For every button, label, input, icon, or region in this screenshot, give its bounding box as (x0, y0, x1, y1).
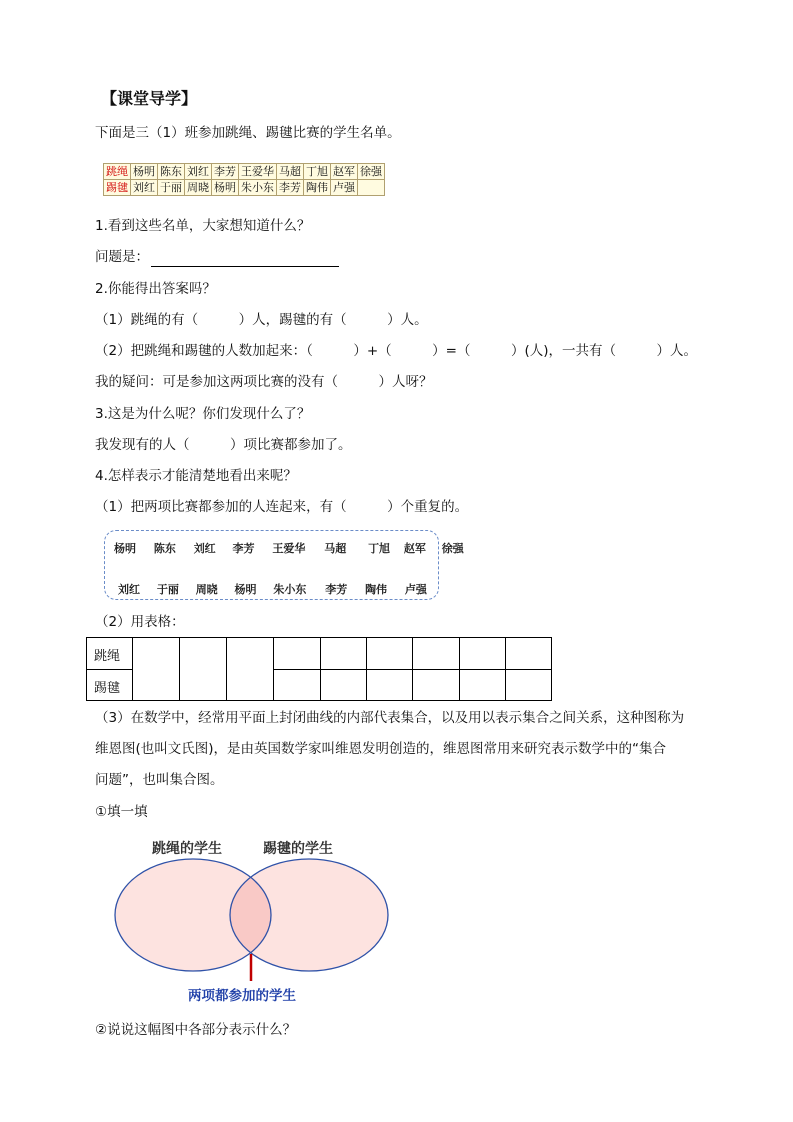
name-item[interactable]: 周晓 (195, 583, 218, 596)
question-2-2: （2）把跳绳和踢毽的人数加起来：（ ）+（ ）=（ ）(人)，一共有（ ）人。 (95, 343, 697, 359)
name-item[interactable]: 杨明 (234, 583, 257, 596)
table-cell: 李芳 (277, 180, 304, 196)
paragraph-line-1: （3）在数学中，经常用平面上封闭曲线的内部代表集合，以及用以表示集合之间关系，这种图称为 (95, 710, 685, 726)
name-item[interactable]: 杨明 (114, 542, 136, 555)
name-item[interactable]: 徐强 (441, 542, 464, 555)
table-row-shuttle (104, 180, 385, 196)
name-item[interactable]: 李芳 (325, 583, 348, 596)
shuttle-label: 踢毽 (104, 180, 131, 196)
intro-text: 下面是三（1）班参加跳绳、踢毽比赛的学生名单。 (95, 125, 401, 141)
name-item[interactable]: 刘红 (118, 583, 140, 596)
venn-diagram (100, 830, 400, 1010)
table-cell: 陈东 (158, 164, 185, 180)
table-cell: 陶伟 (304, 180, 331, 196)
table-cell: 于丽 (158, 180, 185, 196)
grid-line (179, 637, 180, 701)
answer-blank-line[interactable] (151, 252, 339, 267)
table-cell: 王爱华 (239, 164, 277, 180)
table-cell: 刘红 (131, 180, 158, 196)
name-item[interactable]: 马超 (324, 542, 347, 555)
name-item[interactable]: 赵军 (403, 542, 426, 555)
grid-label-shuttle: 踢毽 (94, 681, 121, 696)
name-item[interactable]: 王爱华 (272, 542, 306, 555)
paragraph-line-2: 维恩图(也叫文氏图)，是由英国数学家叫维恩发明创造的，维恩图常用来研究表示数学中的“集合 (95, 741, 667, 757)
names-row-shuttle (118, 581, 427, 597)
explain-question: ②说说这幅图中各部分表示什么？ (95, 1022, 297, 1038)
name-item[interactable]: 陶伟 (365, 583, 388, 596)
blank-grid-table (86, 637, 552, 701)
name-item[interactable]: 卢强 (404, 583, 427, 596)
table-cell: 赵军 (331, 164, 358, 180)
name-item[interactable]: 丁旭 (368, 542, 391, 555)
table-cell: 周晓 (185, 180, 212, 196)
name-item[interactable]: 李芳 (232, 542, 255, 555)
answer-label: 问题是： (95, 249, 149, 265)
name-item[interactable]: 陈东 (153, 542, 176, 555)
table-cell: 杨明 (131, 164, 158, 180)
paragraph-line-3: 问题”，也叫集合图。 (95, 772, 224, 788)
grid-line (366, 637, 367, 701)
table-cell: 朱小东 (239, 180, 277, 196)
question-4-1: （1）把两项比赛都参加的人连起来，有（ ）个重复的。 (95, 499, 469, 515)
name-item[interactable]: 刘红 (193, 542, 216, 555)
grid-line (505, 637, 506, 701)
table-cell: 丁旭 (304, 164, 331, 180)
rope-label: 跳绳 (104, 164, 131, 180)
names-box (104, 530, 464, 600)
table-cell: 卢强 (331, 180, 358, 196)
grid-line (86, 669, 133, 670)
venn-bottom-label: 两项都参加的学生 (188, 988, 296, 1004)
question-2: 2.你能得出答案吗？ (95, 281, 216, 297)
fill-instruction: ①填一填 (95, 804, 148, 820)
question-3: 3.这是为什么呢？你们发现什么了？ (95, 406, 311, 422)
table-row-rope (104, 164, 385, 180)
section-heading: 【课堂导学】 (101, 89, 198, 108)
names-row-rope (114, 540, 464, 556)
table-cell (358, 180, 385, 196)
question-2-1: （1）跳绳的有（ ）人，踢毽的有（ ）人。 (95, 312, 428, 328)
table-cell: 马超 (277, 164, 304, 180)
name-item[interactable]: 朱小东 (273, 583, 307, 596)
table-cell: 李芳 (212, 164, 239, 180)
table-cell: 杨明 (212, 180, 239, 196)
question-4: 4.怎样表示才能清楚地看出来呢？ (95, 468, 297, 484)
grid-label-rope: 跳绳 (94, 649, 121, 664)
grid-line (459, 637, 460, 701)
grid-line (226, 637, 227, 701)
question-1: 1.看到这些名单，大家想知道什么？ (95, 218, 311, 234)
venn-left-label: 跳绳的学生 (152, 841, 222, 857)
grid-line (320, 637, 321, 701)
question-4-2: （2）用表格： (95, 614, 185, 630)
grid-line (412, 637, 413, 701)
question-3-answer: 我发现有的人（ ）项比赛都参加了。 (95, 437, 352, 453)
question-1-answer (95, 247, 339, 267)
doubt-text: 我的疑问：可是参加这两项比赛的没有（ ）人呀？ (95, 374, 433, 390)
table-cell: 刘红 (185, 164, 212, 180)
table-cell: 徐强 (358, 164, 385, 180)
venn-right-label: 踢毽的学生 (263, 841, 333, 857)
names-table (103, 163, 385, 196)
name-item[interactable]: 于丽 (156, 583, 179, 596)
